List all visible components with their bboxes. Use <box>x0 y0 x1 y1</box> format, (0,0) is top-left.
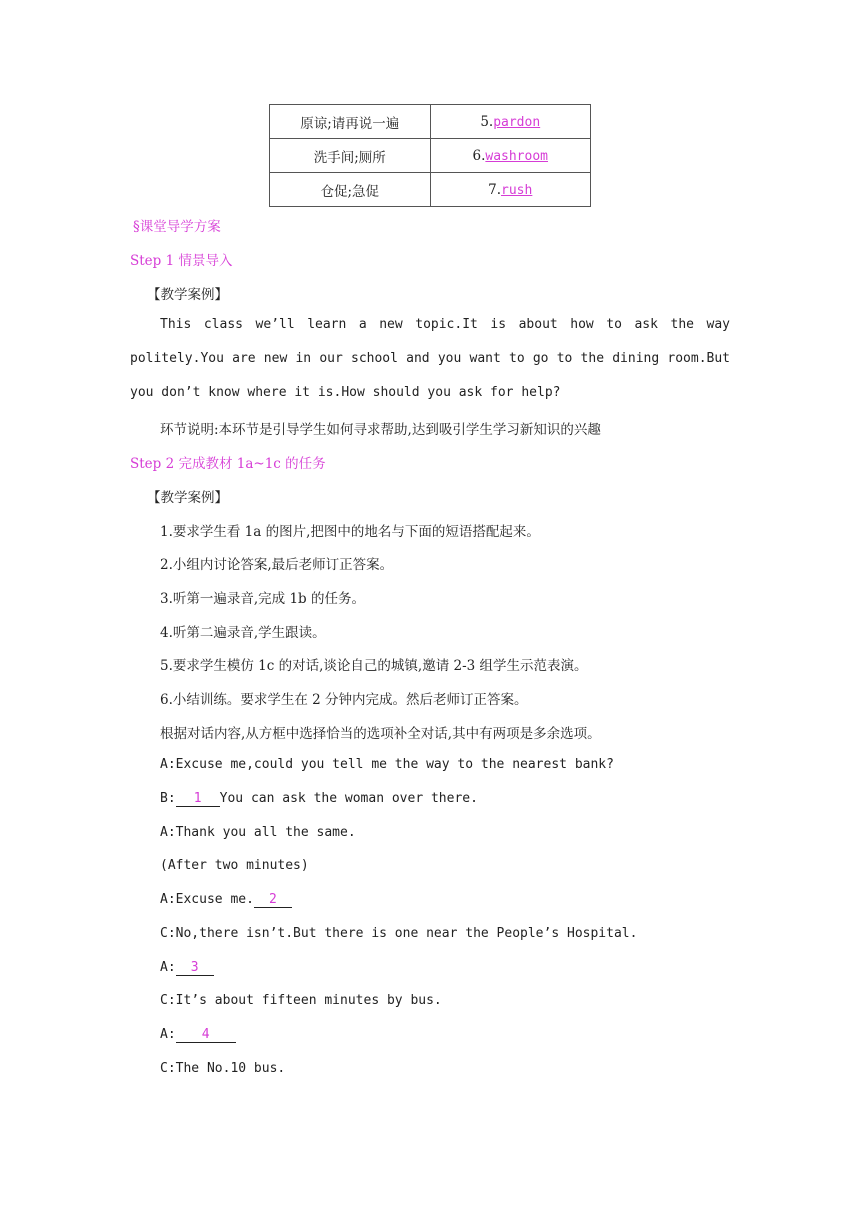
answer-blank: 4 <box>176 1027 236 1043</box>
step1-paragraph: This class we’ll learn a new topic.It is about how to ask the way politely.You are new in our school and you want to go to the dining room.But you don’t know where it is.How should you ask for help? <box>130 317 730 400</box>
step1-note: 环节说明:本环节是引导学生如何寻求帮助,达到吸引学生学习新知识的兴趣 <box>160 422 601 438</box>
step2-item: 4.听第二遍录音,学生跟读。 <box>160 625 326 641</box>
answer-blank: 2 <box>254 892 292 908</box>
vocab-number: 7. <box>488 181 502 198</box>
vocab-answer: pardon <box>493 114 541 130</box>
step2-item: 5.要求学生模仿 1c 的对话,谈论自己的城镇,邀请 2-3 组学生示范表演。 <box>160 658 588 674</box>
dialogue-line <box>160 960 214 976</box>
dialogue-line: C:No,there isn’t.But there is one near the People’s Hospital. <box>160 926 638 941</box>
dialogue-line <box>160 791 478 807</box>
dialogue-line <box>160 1027 236 1043</box>
answer-blank: 1 <box>176 791 220 807</box>
dialogue-line: A:Thank you all the same. <box>160 825 356 840</box>
dialogue-line: A:Excuse me,could you tell me the way to the nearest bank? <box>160 757 614 772</box>
step2-item: 3.听第一遍录音,完成 1b 的任务。 <box>160 591 365 607</box>
table-row <box>270 105 591 139</box>
dialogue-line: C:It’s about fifteen minutes by bus. <box>160 993 442 1008</box>
step2-instruction: 根据对话内容,从方框中选择恰当的选项补全对话,其中有两项是多余选项。 <box>160 726 601 742</box>
vocab-number: 6. <box>472 147 486 164</box>
answer-blank: 3 <box>176 960 214 976</box>
dialogue-text: You can ask the woman over there. <box>219 791 478 806</box>
step1-case-label: 【教学案例】 <box>147 287 228 303</box>
step2-item: 6.小结训练。要求学生在 2 分钟内完成。然后老师订正答案。 <box>160 692 528 708</box>
vocab-answer: washroom <box>485 148 548 164</box>
vocab-chinese: 仓促;急促 <box>270 173 431 207</box>
step2-item: 2.小组内讨论答案,最后老师订正答案。 <box>160 557 394 573</box>
dialogue-text: A:Excuse me. <box>160 892 254 907</box>
vocab-number: 5. <box>480 113 494 130</box>
vocab-table <box>269 104 591 207</box>
step2-case-label: 【教学案例】 <box>147 490 228 506</box>
section-title: §课堂导学方案 <box>133 219 221 235</box>
table-row <box>270 173 591 207</box>
vocab-chinese: 原谅;请再说一遍 <box>270 105 431 139</box>
vocab-answer: rush <box>501 182 533 198</box>
vocab-answer-cell <box>430 173 591 207</box>
dialogue-line <box>160 892 292 908</box>
table-row <box>270 139 591 173</box>
step1-title: Step 1 情景导入 <box>130 253 233 269</box>
vocab-answer-cell <box>430 139 591 173</box>
dialogue-line: C:The No.10 bus. <box>160 1061 286 1076</box>
dialogue-line: (After two minutes) <box>160 858 309 873</box>
speaker-label: B: <box>160 791 176 806</box>
vocab-answer-cell <box>430 105 591 139</box>
vocab-chinese: 洗手间;厕所 <box>270 139 431 173</box>
step2-title: Step 2 完成教材 1a~1c 的任务 <box>130 456 326 472</box>
speaker-label: A: <box>160 960 176 975</box>
step2-item: 1.要求学生看 1a 的图片,把图中的地名与下面的短语搭配起来。 <box>160 524 540 540</box>
speaker-label: A: <box>160 1027 176 1042</box>
